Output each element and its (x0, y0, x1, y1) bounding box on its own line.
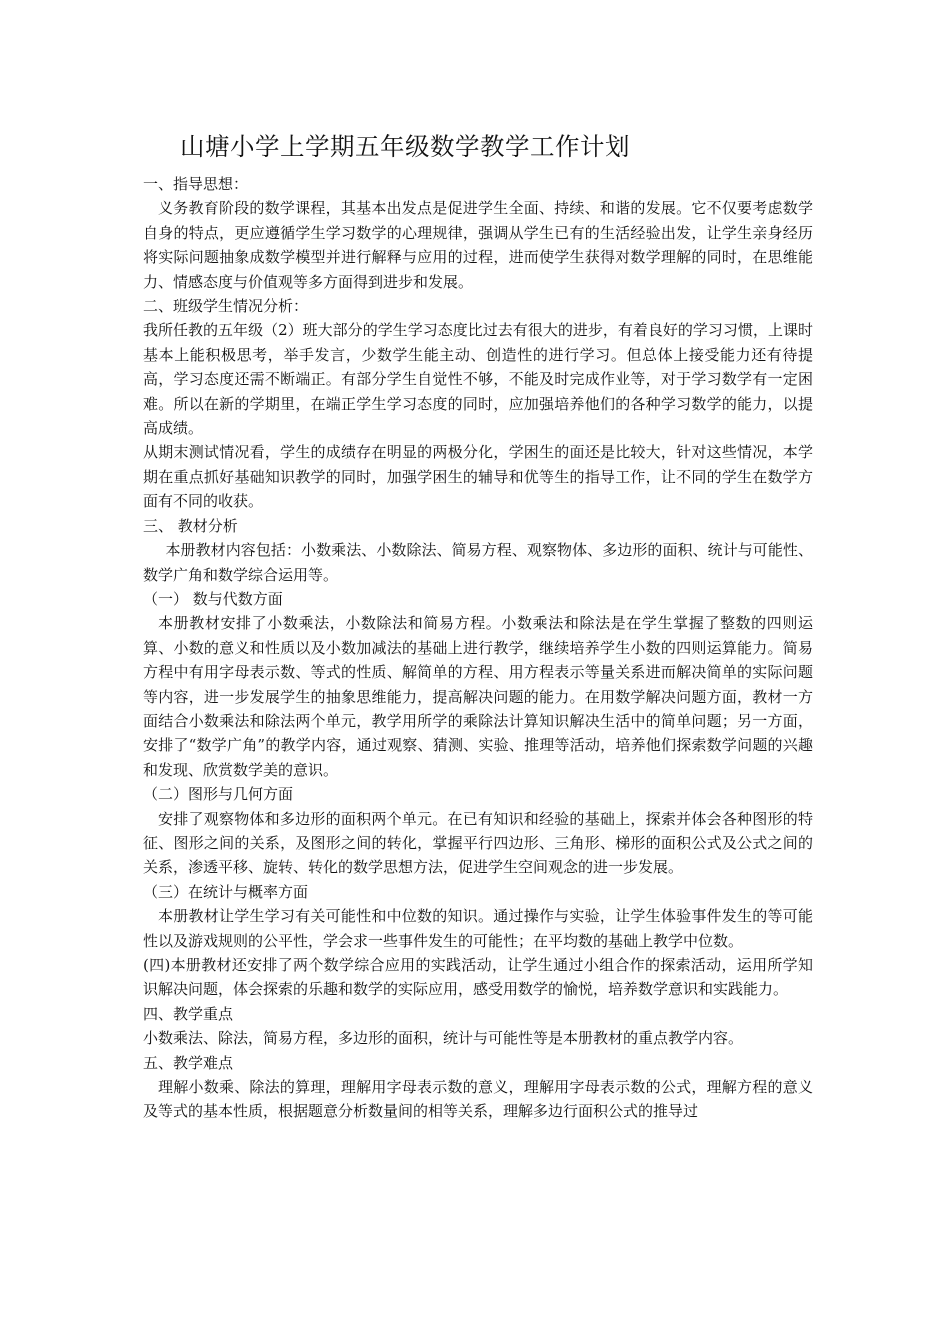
section-heading-textbook-analysis: 三、 教材分析 (143, 516, 238, 535)
paragraph-practice-activities: (四)本册教材还安排了两个数学综合应用的实践活动，让学生通过小组合作的探索活动，运用所学知识解决问题，体会探索的乐趣和数学的实际应用，感受用数学的愉悦，培养数学意识和实践能力。 (143, 956, 813, 999)
section-heading-difficulties: 五、教学难点 (143, 1053, 234, 1072)
paragraph-key-points: 小数乘法、除法，简易方程，多边形的面积，统计与可能性等是本册教材的重点教学内容。 (143, 1029, 744, 1048)
paragraph-difficulties: 理解小数乘、除法的算理，理解用字母表示数的意义，理解用字母表示数的公式，理解方程的意义及等式的基本性质，根据题意分析数量间的相等关系，理解多边行面积公式的推导过 (143, 1078, 813, 1121)
document-title: 山塘小学上学期五年级数学教学工作计划 (180, 132, 630, 161)
section-heading-guiding-ideology: 一、指导思想： (143, 175, 249, 193)
paragraph-student-analysis-2: 从期末测试情况看，学生的成绩存在明显的两极分化，学困生的面还是比较大，针对这些情况，本学期在重点抓好基础知识教学的同时，加强学困生的辅导和优等生的指导工作，让不同的学生在数学方面有不同的收获。 (143, 443, 813, 511)
section-heading-student-analysis: 二、班级学生情况分析： (143, 297, 309, 316)
subheading-geometry: （二）图形与几何方面 (143, 785, 294, 804)
paragraph-statistics: 本册教材让学生学习有关可能性和中位数的知识。通过操作与实验，让学生体验事件发生的等可能性以及游戏规则的公平性，学会求一些事件发生的可能性；在平均数的基础上教学中位数。 (143, 907, 813, 950)
paragraph-guiding-ideology: 义务教育阶段的数学课程，其基本出发点是促进学生全面、持续、和谐的发展。它不仅要考虑数学自身的特点，更应遵循学生学习数学的心理规律，强调从学生已有的生活经验出发，让学生亲身经历将实际问题抽象成数学模型并进行解释与应用的过程，进而使学生获得对数学理解的同时，在思维能力、情感态度与价值观等多方面得到进步和发展。 (143, 199, 813, 291)
section-heading-key-points: 四、教学重点 (143, 1004, 234, 1023)
document-body (143, 130, 813, 1124)
subheading-statistics: （三）在统计与概率方面 (143, 882, 309, 901)
paragraph-geometry: 安排了观察物体和多边形的面积两个单元。在已有知识和经验的基础上，探索并体会各种图形的特征、图形之间的关系，及图形之间的转化，掌握平行四边形、三角形、梯形的面积公式及公式之间的关系，渗透平移、旋转、转化的数学思想方法，促进学生空间观念的进一步发展。 (143, 809, 813, 877)
paragraph-textbook-contents: 本册教材内容包括：小数乘法、小数除法、简易方程、观察物体、多边形的面积、统计与可能性、数学广角和数学综合运用等。 (143, 541, 813, 584)
subheading-number-algebra: （一） 数与代数方面 (143, 589, 283, 608)
paragraph-number-algebra: 本册教材安排了小数乘法，小数除法和简易方程。小数乘法和除法是在学生掌握了整数的四则运算、小数的意义和性质以及小数加减法的基础上进行教学，继续培养学生小数的四则运算能力。简易方程中有用字母表示数、等式的性质、解简单的方程、用方程表示等量关系进而解决简单的实际问题等内容，进一步发展学生的抽象思维能力，提高解决问题的能力。在用数学解决问题方面，教材一方面结合小数乘法和除法两个单元，教学用所学的乘除法计算知识解决生活中的简单问题；另一方面，安排了“数学广角”的教学内容，通过观察、猜测、实验、推理等活动，培养他们探索数学问题的兴趣和发现、欣赏数学美的意识。 (143, 614, 813, 779)
paragraph-student-analysis-1: 我所任教的五年级（2）班大部分的学生学习态度比过去有很大的进步，有着良好的学习习惯，上课时基本上能积极思考，举手发言，少数学生能主动、创造性的进行学习。但总体上接受能力还有待提高，学习态度还需不断端正。有部分学生自觉性不够，不能及时完成作业等，对于学习数学有一定困难。所以在新的学期里，在端正学生学习态度的同时，应加强培养他们的各种学习数学的能力，以提高成绩。 (143, 321, 813, 438)
